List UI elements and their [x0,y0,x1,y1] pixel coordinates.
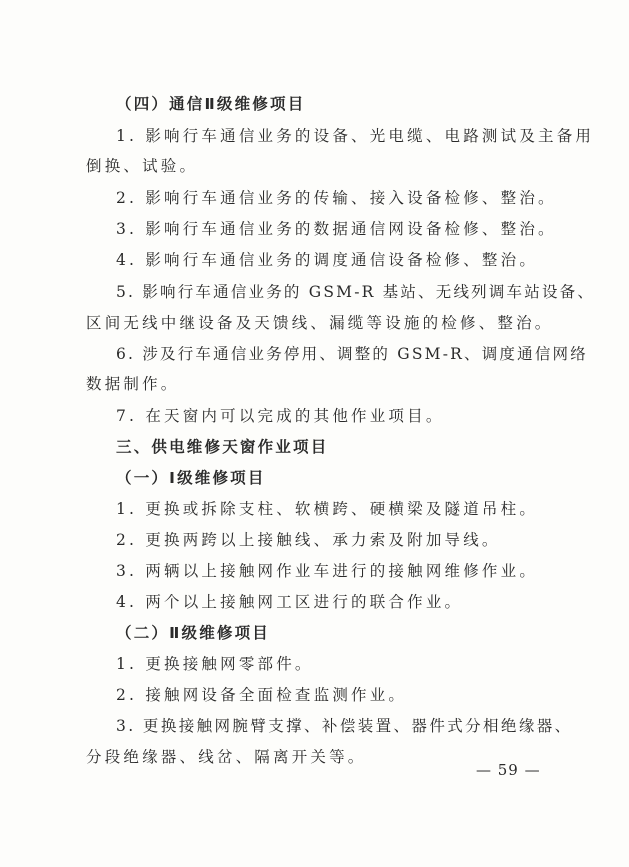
list-item-continuation: 分段绝缘器、线岔、隔离开关等。 [86,748,367,766]
subsection-heading: （一）Ⅰ级维修项目 [116,469,266,487]
list-item: 5. 影响行车通信业务的 GSM-R 基站、无线列调车站设备、 [116,283,596,301]
list-item: 3. 影响行车通信业务的数据通信网设备检修、整治。 [116,220,557,238]
list-item-continuation: 数据制作。 [86,375,180,393]
list-item: 4. 两个以上接触网工区进行的联合作业。 [116,593,464,611]
list-item: 2. 更换两跨以上接触线、承力索及附加导线。 [116,531,501,549]
list-item: 1. 更换接触网零部件。 [116,655,314,673]
list-item: 1. 影响行车通信业务的设备、光电缆、电路测试及主备用 [116,127,595,145]
list-item: 1. 更换或拆除支柱、软横跨、硬横梁及隧道吊柱。 [116,500,539,518]
page-number: — 59 — [476,761,541,779]
section-heading: （四）通信Ⅱ级维修项目 [116,95,306,113]
list-item: 6. 涉及行车通信业务停用、调整的 GSM-R、调度通信网络 [116,345,588,363]
list-item: 4. 影响行车通信业务的调度通信设备检修、整治。 [116,251,539,269]
list-item: 3. 两辆以上接触网作业车进行的接触网维修作业。 [116,562,539,580]
list-item-continuation: 区间无线中继设备及天馈线、漏缆等设施的检修、整治。 [86,314,554,332]
part-heading: 三、供电维修天窗作业项目 [116,438,329,456]
subsection-heading: （二）Ⅱ级维修项目 [116,624,271,642]
list-item: 2. 接触网设备全面检查监测作业。 [116,686,408,704]
list-item: 3. 更换接触网腕臂支撑、补偿装置、器件式分相绝缘器、 [116,717,573,735]
list-item-continuation: 倒换、试验。 [86,157,199,175]
list-item: 2. 影响行车通信业务的传输、接入设备检修、整治。 [116,189,557,207]
list-item: 7. 在天窗内可以完成的其他作业项目。 [116,407,445,425]
